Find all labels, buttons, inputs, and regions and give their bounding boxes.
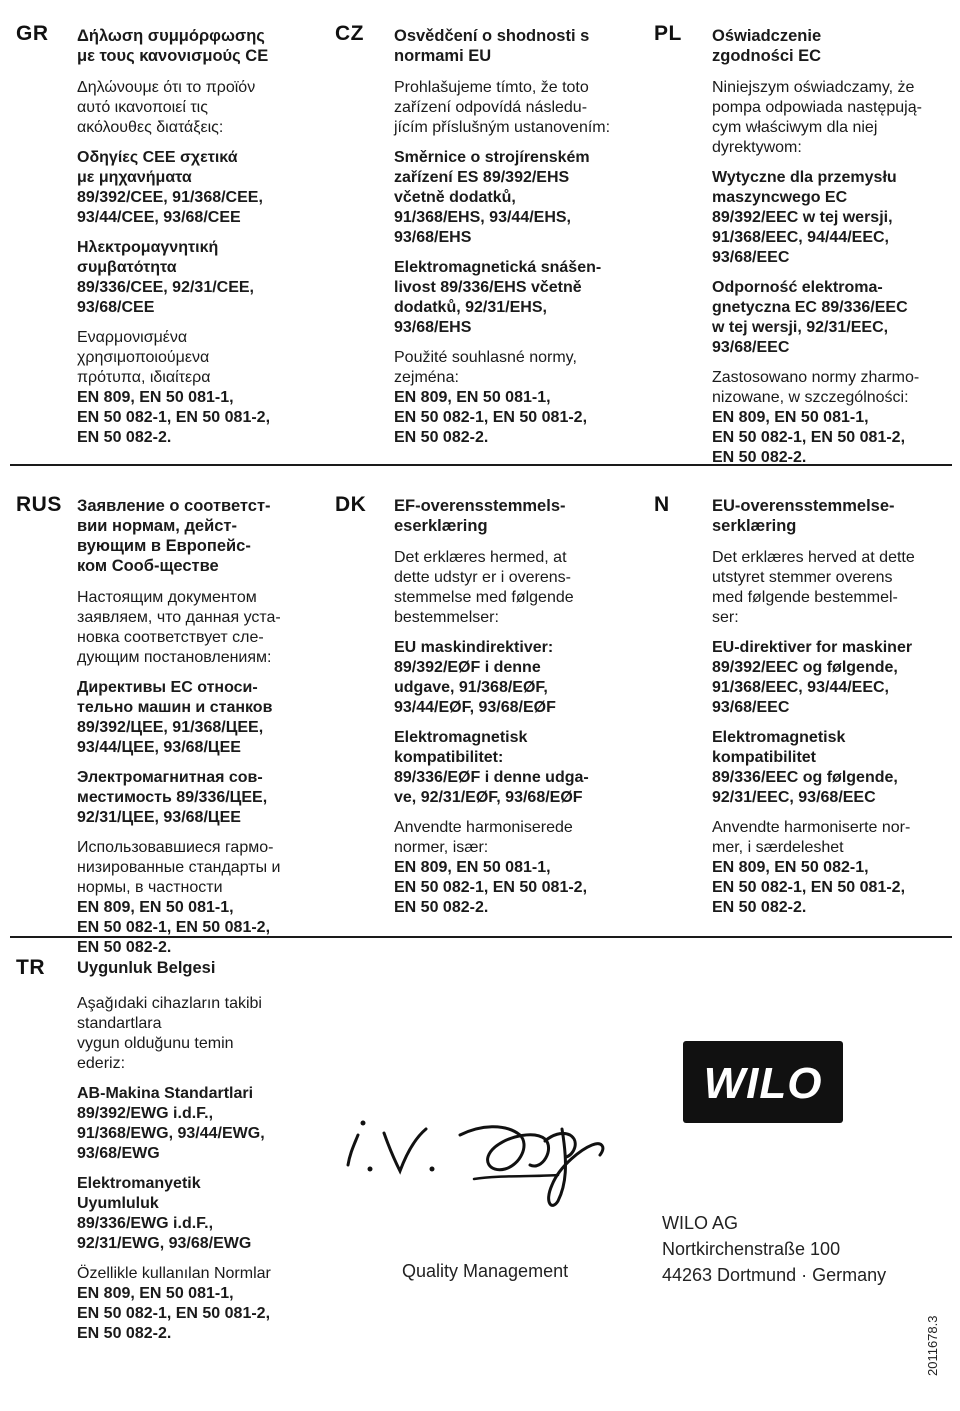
section-tr	[77, 958, 327, 1354]
machinery-directive: Директивы ЕС относи- тельно машин и станков 89/392/ЦЕЕ, 91/368/ЦЕЕ, 93/44/ЦЕЕ, 93/68/ЦЕЕ	[77, 679, 273, 756]
norms-list: EN 809, EN 50 081-1, EN 50 082-1, EN 50 081-2, EN 50 082-2.	[394, 389, 588, 446]
norms-list: EN 809, EN 50 081-1, EN 50 082-1, EN 50 081-2, EN 50 082-2.	[77, 1285, 271, 1342]
machinery-directive: AB-Makina Standartlari 89/392/EWG i.d.F., 91/368/EWG, 93/44/EWG, 93/68/EWG	[77, 1085, 265, 1162]
language-code-cz: CZ	[335, 22, 364, 45]
intro-text: Det erklæres herved at dette utstyret stemmer overens med følgende bestemmel- ser:	[712, 549, 915, 626]
company-name: WILO AG	[662, 1213, 739, 1233]
machinery-directive: Směrnice o strojírenském zařízení ES 89/392/EHS včetně dodatků, 91/368/EHS, 93/44/EHS, 93/68/EHS	[394, 149, 590, 246]
norms-label: Использовавшиеся гармо- низированные стандарты и нормы, в частности	[77, 839, 281, 896]
norms-list: EN 809, EN 50 082-1, EN 50 082-1, EN 50 081-2, EN 50 082-2.	[712, 859, 906, 916]
emc-directive: Elektromagnetisk kompatibilitet: 89/336/EØF i denne udga- ve, 92/31/EØF, 93/68/EØF	[394, 729, 589, 806]
intro-text: Aşağıdaki cihazların takibi standartlara vygun olduğunu temin ederiz:	[77, 995, 262, 1072]
company-address	[662, 1210, 886, 1288]
norms-list: EN 809, EN 50 081-1, EN 50 082-1, EN 50 081-2, EN 50 082-2.	[77, 899, 271, 956]
wilo-logo-text: WILO	[703, 1059, 823, 1108]
section-n	[712, 496, 952, 928]
norms-list: EN 809, EN 50 081-1, EN 50 082-1, EN 50 081-2, EN 50 082-2.	[394, 859, 588, 916]
company-city: 44263 Dortmund · Germany	[662, 1265, 887, 1285]
wilo-logo	[683, 1041, 843, 1123]
intro-text: Настоящим документом заявляем, что данная уста- новка соответствует сле- дующим постановлениям:	[77, 589, 281, 666]
section-dk	[394, 496, 646, 928]
signature	[330, 1105, 630, 1215]
machinery-directive: EU-direktiver for maskiner 89/392/EEC og følgende, 91/368/EEC, 93/44/EEC, 93/68/EEC	[712, 639, 913, 716]
norms-label: Anvendte harmoniserte nor- mer, i særdeleshet	[712, 819, 911, 856]
norms-label: Εναρμονισμένα χρησιμοποιούμενα πρότυπα, ιδιαίτερα	[77, 329, 211, 386]
language-code-gr: GR	[16, 22, 49, 45]
language-code-n: N	[654, 493, 670, 516]
machinery-directive: EU maskindirektiver: 89/392/EØF i denne udgave, 91/368/EØF, 93/44/EØF, 93/68/EØF	[394, 639, 556, 716]
norms-label: Özellikle kullanılan Normlar	[77, 1265, 271, 1282]
emc-directive: Elektromagnetická snášen- livost 89/336/EHS včetně dodatků, 92/31/EHS, 93/68/EHS	[394, 259, 602, 336]
language-code-rus: RUS	[16, 493, 62, 516]
section-title: EF-overensstemmels- eserklæring	[394, 497, 566, 535]
norms-label: Použité souhlasné normy, zejména:	[394, 349, 577, 386]
emc-directive: Ηλεκτρομαγνητική συμβατότητα 89/336/CEE, 92/31/CEE, 93/68/CEE	[77, 239, 254, 316]
section-title: Osvědčení o shodnosti s normami EU	[394, 27, 590, 65]
section-title: Uygunluk Belgesi	[77, 959, 216, 977]
language-code-tr: TR	[16, 956, 45, 979]
norms-list: EN 809, EN 50 081-1, EN 50 082-1, EN 50 081-2, EN 50 082-2.	[712, 409, 906, 466]
section-gr	[77, 26, 327, 458]
section-cz	[394, 26, 646, 458]
norms-label: Zastosowano normy zharmo- nizowane, w szczególności:	[712, 369, 920, 406]
machinery-directive: Wytyczne dla przemysłu maszyncwego EC 89/392/EEC w tej wersji, 91/368/EEC, 94/44/EEC, 93/68/EEC	[712, 169, 897, 266]
machinery-directive: Οδηγίες CEE σχετικά με μηχανήματα 89/392/CEE, 91/368/CEE, 93/44/CEE, 93/68/CEE	[77, 149, 263, 226]
norms-list: EN 809, EN 50 081-1, EN 50 082-1, EN 50 081-2, EN 50 082-2.	[77, 389, 271, 446]
intro-text: Δηλώνουμε ότι το προϊόν αυτό ικανοποιεί τις ακόλουθες διατάξεις:	[77, 79, 256, 136]
section-rus	[77, 496, 327, 968]
intro-text: Niniejszym oświadczamy, że pompa odpowiada następują- cym właściwym dla niej dyrektywom:	[712, 79, 922, 156]
section-title: Δήλωση συμμόρφωσης με τους κανονισμούς CE	[77, 27, 269, 65]
signature-drawing	[330, 1105, 630, 1215]
signatory-role: Quality Management	[402, 1261, 569, 1281]
emc-directive: Электромагнитная сов- местимость 89/336/ЦЕЕ, 92/31/ЦЕЕ, 93/68/ЦЕЕ	[77, 769, 268, 826]
section-title: Заявление о соответст- вии нормам, дейст- вующим в Европейс- ком Сооб-ществе	[77, 497, 271, 575]
emc-directive: Elektromanyetik Uyumluluk 89/336/EWG i.d.F., 92/31/EWG, 93/68/EWG	[77, 1175, 252, 1252]
emc-directive: Elektromagnetisk kompatibilitet 89/336/EEC og følgende, 92/31/EEC, 93/68/EEC	[712, 729, 898, 806]
intro-text: Prohlašujeme tímto, že toto zařízení odpovídá následu- jícím příslušným ustanovením:	[394, 79, 611, 136]
section-title: Oświadczenie zgodności EC	[712, 27, 822, 65]
document-number: 2011678.3	[925, 1315, 940, 1376]
company-street: Nortkirchenstraße 100	[662, 1239, 841, 1259]
language-code-pl: PL	[654, 22, 682, 45]
wilo-logo-wordmark	[688, 1054, 838, 1110]
emc-directive: Odporność elektroma- gnetyczna EC 89/336/EEC w tej wersji, 92/31/EEC, 93/68/EEC	[712, 279, 908, 356]
language-code-dk: DK	[335, 493, 367, 516]
section-title: EU-overensstemmelse- serklæring	[712, 497, 895, 535]
section-pl	[712, 26, 952, 478]
intro-text: Det erklæres hermed, at dette udstyr er i overens- stemmelse med følgende bestemmelser:	[394, 549, 574, 626]
norms-label: Anvendte harmoniserede normer, især:	[394, 819, 573, 856]
